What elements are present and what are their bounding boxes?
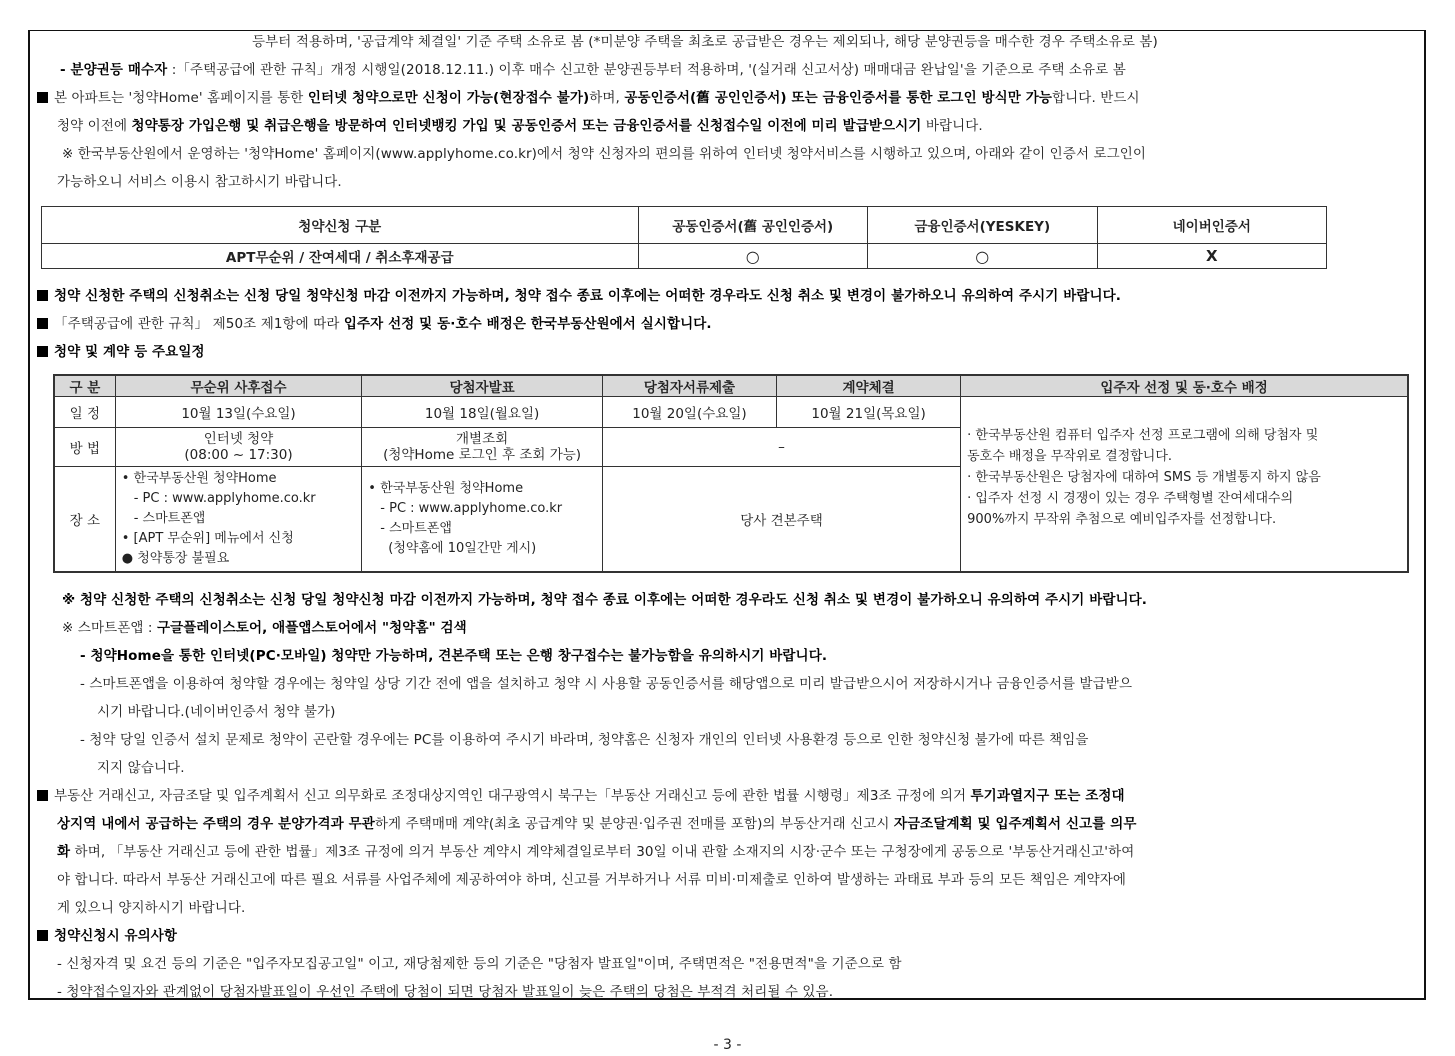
date-cell: 10월 13일(수요일) xyxy=(115,397,362,428)
text-line xyxy=(60,61,1126,79)
schedule-header: 당첨자발표 xyxy=(362,375,603,397)
assignment-notes xyxy=(961,397,1408,573)
heading-text: 청약 및 계약 등 주요일정 xyxy=(54,344,205,360)
text-line xyxy=(57,843,1134,861)
square-bullet-icon xyxy=(37,290,48,301)
date-cell: 10월 20일(수요일) xyxy=(602,397,776,428)
method-line: 개별조회 xyxy=(455,431,509,447)
bullet-paragraph xyxy=(37,315,712,333)
bullet-paragraph xyxy=(37,287,1121,305)
place-line: - PC : www.applyhome.co.kr xyxy=(380,501,563,516)
note-line: 가능하오니 서비스 이용시 참고하시기 바랍니다. xyxy=(57,174,342,190)
bold-span: ※ 청약 신청한 주택의 신청취소는 신청 당일 청약신청 마감 이전까지 가능하며, 청약 접수 종료 이후에는 어떠한 경우라도 신청 취소 및 변경이 불가하오니 유의하여 주시기 바랍니다. xyxy=(62,592,1148,608)
bold-span: 자금조달계획 및 입주계획서 신고를 의무 xyxy=(893,816,1137,832)
cert-header: 네이버인증서 xyxy=(1097,207,1326,244)
cert-cell: APT무순위 / 잔여세대 / 취소후재공급 xyxy=(42,244,639,269)
schedule-table xyxy=(53,374,1409,573)
note-line xyxy=(62,619,467,637)
cert-cell: ○ xyxy=(867,244,1097,269)
text-line xyxy=(57,117,983,135)
method-cell xyxy=(362,428,603,467)
bold-span: 청약 신청한 주택의 신청취소는 신청 당일 청약신청 마감 이전까지 가능하며, 청약 접수 종료 이후에는 어떠한 경우라도 신청 취소 및 변경이 불가하오니 유의하여 주시기 바랍니다. xyxy=(54,288,1122,304)
note-line: 지지 않습니다. xyxy=(97,760,185,776)
text-line: 게 있으니 양지하시기 바랍니다. xyxy=(57,900,246,916)
row-label: 방 법 xyxy=(54,428,115,467)
date-cell: 10월 21일(목요일) xyxy=(777,397,961,428)
place-cell: 당사 견본주택 xyxy=(602,467,960,573)
place-line: (청약홈에 10일간만 게시) xyxy=(388,541,537,556)
bold-span: 투기과열지구 또는 조정대 xyxy=(970,788,1125,804)
schedule-header: 무순위 사후접수 xyxy=(115,375,362,397)
bold-span: 공동인증서(舊 공인인증서) 또는 금융인증서를 통한 로그인 방식만 가능 xyxy=(624,90,1053,106)
bold-span: 화 xyxy=(57,844,71,860)
square-bullet-icon xyxy=(37,318,48,329)
cert-header: 청약신청 구분 xyxy=(42,207,639,244)
place-line: - PC : www.applyhome.co.kr xyxy=(133,491,316,506)
certificate-table xyxy=(41,206,1327,269)
note-line: ※ 한국부동산원에서 운영하는 '청약Home' 홈페이지(www.applyhome.co.kr)에서 청약 신청자의 편의를 위하여 인터넷 청약서비스를 시행하고 있으며, 아래와 같이 인증서 로그인이 xyxy=(62,146,1147,162)
row-label: 장 소 xyxy=(54,467,115,573)
place-line: - 스마트폰앱 xyxy=(380,521,452,536)
bold-label: - 분양권등 매수자 xyxy=(60,62,168,78)
text-span: 청약 이전에 xyxy=(57,118,132,134)
place-line: • 한국부동산원 청약Home xyxy=(121,471,277,486)
note-line: - 스마트폰앱을 이용하여 청약할 경우에는 청약일 상당 기간 전에 앱을 설치하고 청약 시 사용할 공동인증서를 해당앱으로 미리 발급받으시어 저장하시거나 금융인증서를 발급받으 xyxy=(80,676,1133,692)
place-cell xyxy=(362,467,603,573)
text-span: ※ 스마트폰앱 : xyxy=(62,620,157,636)
text-line xyxy=(57,815,1137,833)
place-line: ● 청약통장 불필요 xyxy=(121,551,230,566)
text-span: 바랍니다. xyxy=(921,118,983,134)
assign-line: · 한국부동산원 컴퓨터 입주자 선정 프로그램에 의해 당첨자 및 xyxy=(967,428,1319,443)
text-span: :「주택공급에 관한 규칙」개정 시행일(2018.12.11.) 이후 매수 신고한 분양권등부터 적용하며, '(실거래 신고서상) 매매대금 완납일'을 기준으로 주택 소유로 봄 xyxy=(167,62,1126,78)
page-number: - 3 - xyxy=(713,1037,742,1053)
heading-text: 청약신청시 유의사항 xyxy=(54,928,178,944)
text-line: 등부터 적용하며, '공급계약 체결일' 기준 주택 소유로 봄 (*미분양 주택을 최초로 공급받은 경우는 제외되나, 해당 분양권등을 매수한 경우 주택소유로 봄) xyxy=(252,34,1158,50)
section-heading xyxy=(37,927,177,945)
place-line: - 스마트폰앱 xyxy=(133,511,206,526)
schedule-header: 구 분 xyxy=(54,375,115,397)
method-line: (청약Home 로그인 후 조회 가능) xyxy=(383,447,582,463)
cert-header: 공동인증서(舊 공인인증서) xyxy=(638,207,867,244)
assign-line: 동호수 배정을 무작위로 결정합니다. xyxy=(967,449,1173,464)
schedule-header: 당첨자서류제출 xyxy=(602,375,776,397)
square-bullet-icon xyxy=(37,92,48,103)
bullet-paragraph xyxy=(37,787,1125,805)
text-span: 하게 주택매매 계약(최초 공급계약 및 분양권·입주권 전매를 포함)의 부동산거래 신고시 xyxy=(374,816,894,832)
bold-span: 상지역 내에서 공급하는 주택의 경우 분양가격과 무관 xyxy=(57,816,375,832)
bold-span: 청약통장 가입은행 및 취급은행을 방문하여 인터넷뱅킹 가입 및 공동인증서 또는 금융인증서를 신청접수일 이전에 미리 발급받으시기 xyxy=(131,118,922,134)
assign-line: · 한국부동산원은 당첨자에 대하여 SMS 등 개별통지 하지 않음 xyxy=(967,470,1321,485)
method-line: (08:00 ~ 17:30) xyxy=(184,447,293,463)
date-cell: 10월 18일(월요일) xyxy=(362,397,603,428)
text-line: - 신청자격 및 요건 등의 기준은 "입주자모집공고일" 이고, 재당첨제한 등의 기준은 "당첨자 발표일"이며, 주택면적은 "전용면적"을 기준으로 함 xyxy=(57,956,902,972)
cert-cell: X xyxy=(1097,244,1326,269)
assign-line: 900%까지 무작위 추첨으로 예비입주자를 선정합니다. xyxy=(967,512,1277,527)
schedule-header: 계약체결 xyxy=(777,375,961,397)
place-cell xyxy=(115,467,362,573)
method-cell xyxy=(115,428,362,467)
cert-header: 금융인증서(YESKEY) xyxy=(867,207,1097,244)
note-line: 시기 바랍니다.(네이버인증서 청약 불가) xyxy=(97,704,336,720)
note-line: - 청약Home을 통한 인터넷(PC·모바일) 청약만 가능하며, 견본주택 또는 은행 창구접수는 불가능함을 유의하시기 바랍니다. xyxy=(80,648,828,664)
bold-span: 입주자 선정 및 동·호수 배정은 한국부동산원에서 실시합니다. xyxy=(343,316,712,332)
note-line xyxy=(62,591,1147,609)
text-span: 하며, xyxy=(589,90,625,106)
schedule-header: 입주자 선정 및 동·호수 배정 xyxy=(961,375,1408,397)
cert-cell: ○ xyxy=(638,244,867,269)
bullet-paragraph xyxy=(37,89,1140,107)
text-line: 야 합니다. 따라서 부동산 거래신고에 따른 필요 서류를 사업주체에 제공하여야 하며, 신고를 거부하거나 서류 미비·미제출로 인하여 발생하는 과태료 부과 등의 모든 책임은 계약자에 xyxy=(57,872,1127,888)
square-bullet-icon xyxy=(37,930,48,941)
square-bullet-icon xyxy=(37,790,48,801)
section-heading xyxy=(37,343,205,361)
text-line: - 청약접수일자와 관계없이 당첨자발표일이 우선인 주택에 당첨이 되면 당첨자 발표일이 늦은 주택의 당첨은 부적격 처리될 수 있음. xyxy=(57,984,834,1000)
bold-span: 구글플레이스토어, 애플앱스토어에서 "청약홈" 검색 xyxy=(156,620,467,636)
note-line: - 청약 당일 인증서 설치 문제로 청약이 곤란할 경우에는 PC를 이용하여 주시기 바라며, 청약홈은 신청자 개인의 인터넷 사용환경 등으로 인한 청약신청 불가에 따른 책임을 xyxy=(80,732,1089,748)
text-span: 「주택공급에 관한 규칙」 제50조 제1항에 따라 xyxy=(54,316,344,332)
bold-span: 인터넷 청약으로만 신청이 가능(현장접수 불가) xyxy=(307,90,590,106)
text-span: 합니다. 반드시 xyxy=(1052,90,1140,106)
text-span: 부동산 거래신고, 자금조달 및 입주계획서 신고 의무화로 조정대상지역인 대구광역시 북구는「부동산 거래신고 등에 관한 법률 시행령」제3조 규정에 의거 xyxy=(54,788,971,804)
place-line: • 한국부동산원 청약Home xyxy=(368,481,524,496)
place-line: • [APT 무순위] 메뉴에서 신청 xyxy=(121,531,294,546)
row-label: 일 정 xyxy=(54,397,115,428)
method-cell: – xyxy=(602,428,960,467)
assign-line: · 입주자 선정 시 경쟁이 있는 경우 주택형별 잔여세대수의 xyxy=(967,491,1294,506)
square-bullet-icon xyxy=(37,346,48,357)
text-span: 하며, 「부동산 거래신고 등에 관한 법률」제3조 규정에 의거 부동산 계약시 계약체결일로부터 30일 이내 관할 소재지의 시장·군수 또는 구청장에게 공동으로 '부동산거래신고'하여 xyxy=(70,844,1135,860)
text-span: 본 아파트는 '청약Home' 홈페이지를 통한 xyxy=(54,90,308,106)
method-line: 인터넷 청약 xyxy=(203,431,274,447)
